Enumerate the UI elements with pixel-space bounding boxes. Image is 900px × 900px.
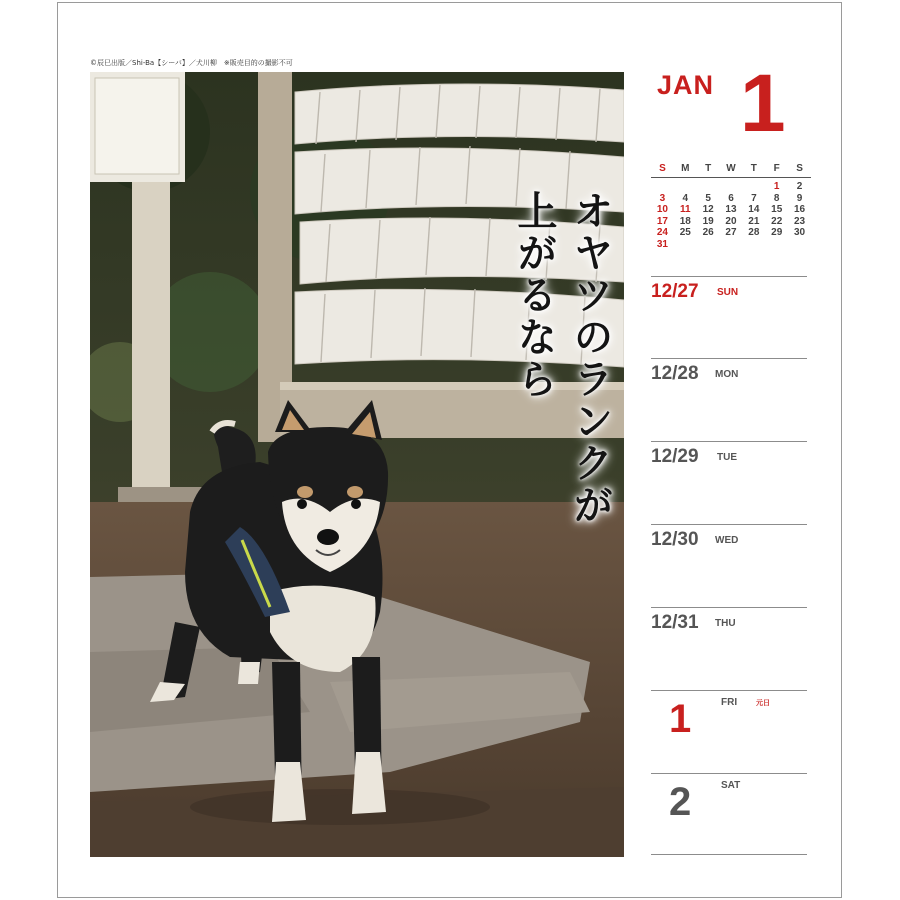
calendar-date: 28 [748,227,760,238]
calendar-date: 31 [656,238,668,250]
calendar-date [674,181,697,193]
calendar-date: 26 [702,227,714,238]
calendar-date: 5 [705,192,711,204]
weekday-label: T [705,163,712,174]
weekday-label: S [796,163,803,174]
day-row-12-31 [651,607,807,689]
day-row-1-2 [651,773,807,855]
calendar-date [765,239,788,251]
day-weekday: THU [715,618,736,629]
day-row-12-29 [651,441,807,523]
calendar-date: 6 [728,192,734,204]
calendar-date: 18 [679,215,691,227]
calendar-date: 22 [771,215,783,227]
caption-line-1 [622,190,624,442]
holiday-label: 元日 [756,699,770,707]
calendar-date: 21 [748,215,760,227]
day-weekday: FRI [721,697,738,708]
day-date: 2 [669,780,692,824]
calendar-date: 17 [656,215,668,227]
mini-calendar-dates [651,178,811,250]
calendar-date [674,239,697,251]
calendar-date: 3 [659,192,666,204]
calendar-date: 12 [702,204,714,215]
calendar-date: 13 [725,204,737,215]
weekday-label: S [659,163,666,174]
day-weekday: TUE [717,452,737,463]
calendar-date: 9 [796,192,803,204]
weekday-label: F [773,163,780,174]
month-day-number: 1 [740,58,786,149]
mini-calendar [651,163,811,250]
day-date: 12/27 [651,281,699,302]
calendar-date: 14 [748,204,760,215]
day-row-1-1 [651,690,807,772]
weekday-label: W [726,163,736,174]
calendar-date: 20 [725,215,737,227]
day-date: 12/28 [651,363,699,384]
day-weekday: SAT [721,780,741,791]
calendar-date: 11 [679,204,691,215]
calendar-date: 15 [771,204,783,215]
calendar-date [742,239,765,251]
caption-line-2: オヤツのランクが [567,190,614,526]
calendar-date: 27 [725,227,737,238]
day-row-12-27 [651,276,807,358]
day-weekday: MON [715,369,739,380]
calendar-date: 8 [773,192,780,204]
calendar-date [697,239,720,251]
calendar-date: 30 [794,227,806,238]
calendar-date: 24 [656,227,668,238]
photo [90,72,624,857]
day-date: 1 [669,697,692,741]
day-row-12-30 [651,524,807,606]
calendar-date: 2 [796,181,803,192]
month-name: JAN [657,70,715,100]
calendar-date [697,181,720,193]
calendar-date: 16 [794,204,806,215]
day-date: 12/30 [651,529,699,550]
calendar-date: 1 [773,181,780,192]
calendar-date: 7 [751,192,757,204]
mini-calendar-weekdays [651,163,811,178]
calendar-date [742,181,765,193]
weekday-label: T [750,163,757,174]
calendar-date: 10 [656,204,668,215]
calendar-date: 23 [794,215,806,227]
calendar-date: 25 [679,227,691,238]
calendar-date: 19 [702,215,714,227]
photo-credit: ©辰巳出版／Shi-Ba【シーバ】／犬川柳 ※販売目的の撮影不可 [90,59,293,67]
weekday-label: M [681,163,690,174]
day-weekday: SUN [717,287,739,298]
calendar-date [788,239,811,251]
day-row-12-28 [651,358,807,440]
calendar-date: 4 [682,192,689,204]
calendar-date: 29 [771,227,783,238]
calendar-date [720,239,743,251]
calendar-date [720,181,743,193]
day-date: 12/31 [651,612,699,633]
calendar-date [651,181,674,193]
day-weekday: WED [715,535,739,546]
day-date: 12/29 [651,446,699,467]
caption-line-3: 上がるなら [511,190,558,400]
